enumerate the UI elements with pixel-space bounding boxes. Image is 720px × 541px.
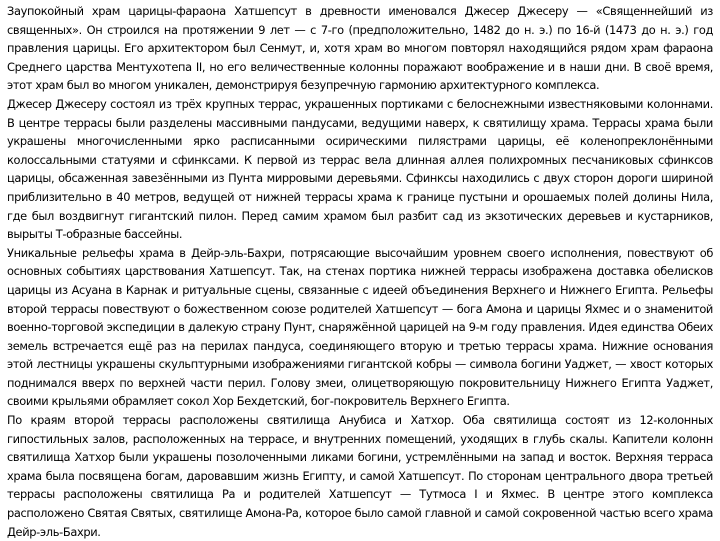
article-body xyxy=(7,2,713,541)
paragraph-terraces: Джесер Джесеру состоял из трёх крупных террас, украшенных портиками с белоснежными известняковыми колоннами. В центре террасы были разделены массивными пандусами, ведущими наверх, к святилищу храма. Террасы храма были украшены многочисленными ярко расписанными осирическими пилястрами царицы, её коленопреклонёнными колоссальными статуями и сфинксами. К первой из террас вела длинная аллея полихромных песчаниковых сфинксов царицы, обсаженная завезёнными из Пунта мирровыми деревьями. Сфинксы находились с двух сторон дороги шириной приблизительно в 40 метров, ведущей от нижней террасы храма к границе пустыни и орошаемых полей долины Нила, где был воздвигнут гигантский пилон. Перед самим храмом был разбит сад из экзотических деревьев и кустарников, вырыты Т-образные бассейны. xyxy=(7,96,713,242)
paragraph-temple-history: Заупокойный храм царицы-фараона Хатшепсут в древности именовался Джесер Джесеру — «Священнейший из священных». Он строился на протяжении 9 лет — с 7-го (предположительно, 1482 до н. э.) по 16-й (1473 до н. э.) год правления царицы. Его архитектором был Сенмут, и, хотя храм во многом повторял находящийся рядом храм фараона Среднего царства Ментухотепа II, но его величественные колонны поражают воображение и в наши дни. В своё время, этот храм был во многом уникален, демонстрируя безупречную гармонию архитектурного комплекса. xyxy=(7,4,713,93)
paragraph-reliefs: Уникальные рельефы храма в Дейр-эль-Бахри, потрясающие высочайшим уровнем своего исполнения, повествуют об основных событиях царствования Хатшепсут. Так, на стенах портика нижней террасы изображена доставка обелисков царицы из Асуана в Карнак и ритуальные сцены, связанные с идеей объединения Верхнего и Нижнего Египта. Рельефы второй террасы повествуют о божественном союзе родителей Хатшепсут — бога Амона и царицы Яхмес и о знаменитой военно-торговой экспедиции в далекую страну Пунт, снаряжённой царицей на 9-м году правления. Идея единства Обеих земель встречается ещё раз на перилах пандуса, соединяющего вторую и третью террасы храма. Нижние основания этой лестницы украшены скульптурными изображениями гигантской кобры — символа богини Уаджет, — хвост которых поднимался вверх по верхней части перил. Голову змеи, олицетворяющую покровительницу Нижнего Египта Уаджет, своими крыльями обрамляет сокол Хор Бехдетский, бог-покровитель Верхнего Египта. xyxy=(7,245,713,409)
paragraph-sanctuaries: По краям второй террасы расположены святилища Анубиса и Хатхор. Оба святилища состоят из 12-колонных гипостильных залов, расположенных на террасе, и внутренних помещений, уходящих в глубь скалы. Капители колонн святилища Хатхор были украшены позолоченными ликами богини, устремлёнными на запад и восток. Верхняя терраса храма была посвящена богам, даровавшим жизнь Египту, и самой Хатшепсут. По сторонам центрального двора третьей террасы расположены святилища Ра и родителей Хатшепсут — Тутмоса I и Яхмес. В центре этого комплекса расположено Святая Святых, святилище Амона-Ра, которое было самой главной и самой сокровенной частью всего храма Дейр-эль-Бахри. xyxy=(7,413,713,539)
